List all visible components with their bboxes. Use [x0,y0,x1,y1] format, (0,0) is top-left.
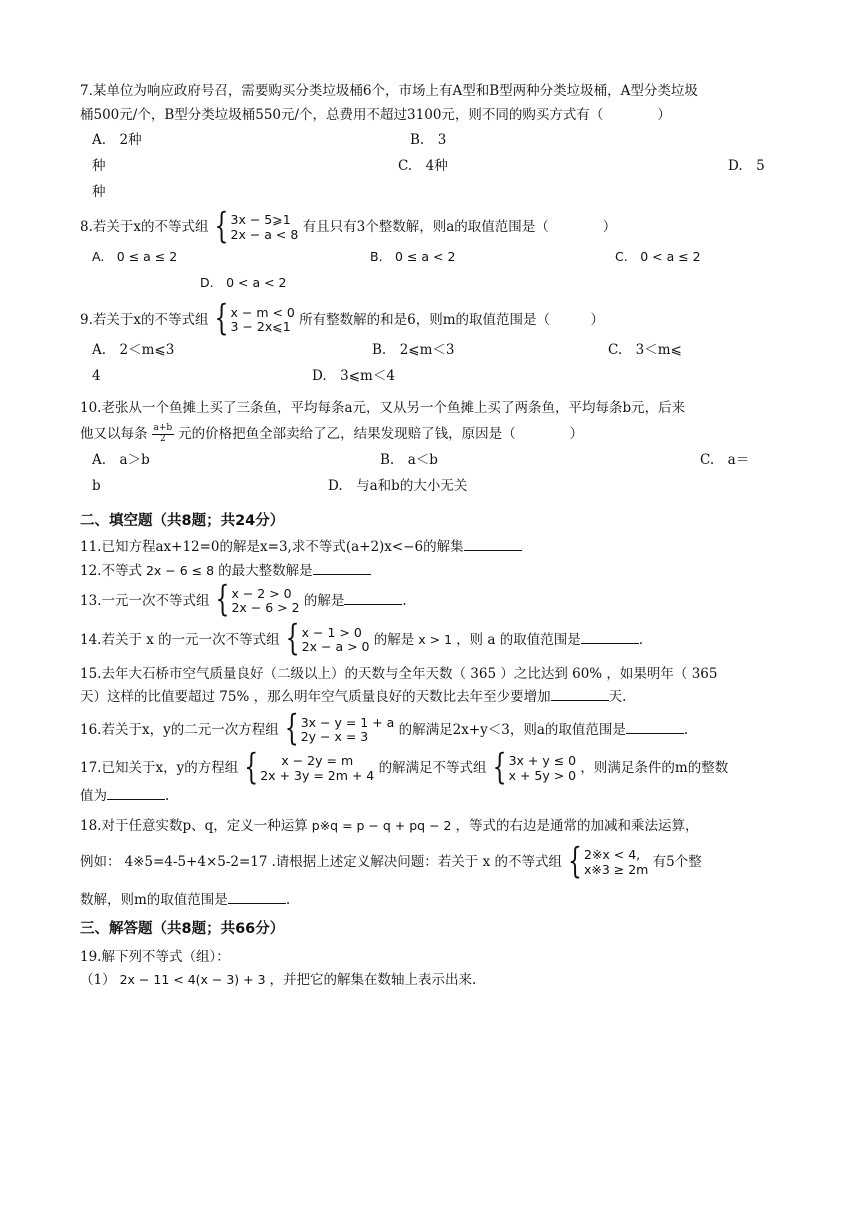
q17-line1 [80,748,780,789]
q17-line2 [80,787,780,807]
q9-option-c-cont: 4 [92,367,101,384]
q9-eq2: 3 − 2x⩽1 [230,319,291,335]
q13 [80,580,780,621]
q14-eq2: 2x − a > 0 [301,639,370,655]
q19-title: 19.解下列不等式（组）： [80,948,230,965]
q14 [80,619,780,660]
q17-brace-2: { [492,748,507,789]
q16-suffix: 的解满足2x+y＜3，则a的取值范围是 [398,721,626,738]
q18-line1 [80,817,780,837]
q7-option-d-cont: 种 [92,184,106,201]
q16-answer-blank[interactable] [626,721,684,734]
q18-eq1: 2※x < 4, [583,847,641,863]
q15-line2 [80,688,780,708]
q12-answer-blank[interactable] [313,562,371,575]
q9-options-row2 [80,367,780,393]
q7-options-row2 [80,157,780,183]
q16-prefix: 16.若关于x，y的二元一次方程组 [80,721,279,738]
q10-options-row1 [80,451,780,477]
q14-end: . [638,631,643,648]
q14-prefix: 14.若关于 x 的一元一次不等式组 [80,631,280,648]
q8-stem [80,206,780,247]
q11 [80,538,780,558]
q7-option-b-cont: 种 [92,158,106,175]
q17-eq1: x − 2y = m [281,753,354,769]
q8-brace: { [214,206,229,247]
q9-option-b[interactable]: B. 2⩽m＜3 [372,341,455,358]
q13-eq1: x − 2 > 0 [231,586,292,602]
q17-eq4: x + 5y > 0 [508,767,577,783]
q12-suffix: 的最大整数解是 [218,562,313,579]
q19-part1-suffix: ，并把它的解集在数轴上表示出来. [269,972,477,989]
q7-option-a[interactable]: A. 2种 [92,132,142,149]
q9-option-a[interactable]: A. 2＜m⩽3 [92,341,175,358]
q15-line2-prefix: 天）这样的比值要超过 75% ，那么明年空气质量良好的天数比去年至少要增加 [80,689,551,706]
q9-brace: { [214,299,229,340]
q16 [80,709,780,750]
q18-line2 [80,841,780,882]
q14-system [302,626,370,655]
q10-suffix: 元的价格把鱼全部卖给了乙，结果发现赔了钱，原因是（ ） [178,426,584,443]
q18-line1-prefix: 18.对于任意实数p、q，定义一种运算 [80,817,308,834]
q17-prefix: 17.已知关于x，y的方程组 [80,760,239,777]
q9-stem [80,299,780,340]
q10-options-row2 [80,477,780,503]
q9-option-c[interactable]: C. 3＜m⩽ [608,341,682,358]
q18-line3-prefix: 数解，则m的取值范围是 [80,892,228,909]
q10-line2 [80,424,780,445]
q10-option-b[interactable]: B. a＜b [380,451,438,468]
q13-brace: { [215,580,230,621]
q7-line2: 桶500元/个，B型分类垃圾桶550元/个，总费用不超过3100元，则不同的购买方式有（ ） [80,106,671,123]
q14-answer-blank[interactable] [581,631,639,644]
q7-options-row1 [80,131,780,157]
q15-line2-suffix: 天. [608,689,627,706]
q17-system-2 [509,754,577,783]
q18-line2-suffix: 有5个整 [652,854,702,871]
q17-line2-prefix: 值为 [80,788,107,805]
q10-prefix: 他又以每条 [80,426,148,443]
q8-options-row2 [80,274,780,300]
q14-suffix: ，则 a 的取值范围是 [456,631,581,648]
q8-eq1: 3x − 5⩾1 [230,212,291,228]
section-heading-fill-in: 二、填空题（共8题；共24分） [80,512,285,529]
q12 [80,562,780,582]
q18-brace: { [567,841,582,882]
q17-eq2: 2x + 3y = 2m + 4 [260,767,375,783]
q9-eq1: x − m < 0 [230,304,295,320]
q17-mid: 的解满足不等式组 [378,760,487,777]
q9-option-d[interactable]: D. 3⩽m＜4 [312,367,395,384]
q16-eq1: 3x − y = 1 + a [300,714,395,730]
q11-text: 11.已知方程ax+12=0的解是x=3,求不等式(a+2)x<−6的解集 [80,538,464,555]
q10-frac-numerator: a+b [153,423,173,434]
q18-answer-blank[interactable] [228,891,286,904]
q8-option-b[interactable]: B. 0 ≤ a < 2 [370,248,456,264]
q15-answer-blank[interactable] [551,688,609,701]
q17-system-1 [260,754,374,783]
section-heading-solve: 三、解答题（共8题；共66分） [80,920,285,937]
q8-option-a[interactable]: A. 0 ≤ a ≤ 2 [92,248,178,264]
q8-prefix: 8.若关于x的不等式组 [80,219,209,235]
q16-brace: { [284,709,299,750]
q8-system [231,213,299,242]
q9-system [231,306,295,335]
q8-option-c[interactable]: C. 0 < a ≤ 2 [615,248,701,264]
q16-end: . [683,721,689,738]
q8-suffix: 有且只有3个整数解，则a的取值范围是（ ） [302,219,617,235]
q7-option-c[interactable]: C. 4种 [398,158,448,175]
q18-system [584,848,648,877]
q15-line1: 15.去年大石桥市空气质量良好（二级以上）的天数与全年天数（ 365 ）之比达到 60% ，如果明年（ 365 [80,665,718,682]
q14-mid: 的解是 [373,631,415,648]
q9-prefix: 9.若关于x的不等式组 [80,311,209,328]
q10-option-c-cont: b [92,477,101,494]
q13-suffix: 的解是 [303,592,345,609]
q12-prefix: 12.不等式 [80,562,142,579]
q10-line1: 10.老张从一个鱼摊上买了三条鱼，平均每条a元，又从另一个鱼摊上买了两条鱼，平均每条b元，后来 [80,399,686,416]
q17-answer-blank[interactable] [107,787,165,800]
q17-suffix: ，则满足条件的m的整数 [580,760,729,777]
q18-line1-suffix: ，等式的右边是通常的加减和乘法运算， [455,817,699,834]
q17-end: . [165,788,170,805]
q9-suffix: 所有整数解的和是6，则m的取值范围是（ ） [299,311,605,328]
q12-expr: 2x − 6 ≤ 8 [145,562,215,578]
q13-answer-blank[interactable] [344,592,402,605]
q14-expr: x > 1 [418,631,453,647]
q18-line2-mid: .请根据上述定义解决问题：若关于 x 的不等式组 [271,854,562,871]
q7-option-b[interactable]: B. 3 [410,132,447,149]
worksheet-page [80,82,780,991]
q18-end: . [285,892,291,909]
q7-option-d[interactable]: D. 5 [728,158,765,175]
q17-eq3: 3x + y ≤ 0 [508,753,577,769]
q7-options-row3 [80,183,780,207]
q14-eq1: x − 1 > 0 [301,624,362,640]
q16-system [301,716,395,745]
q9-options-row1 [80,341,780,367]
q13-end: . [402,592,407,609]
q18-line1-expr: p※q = p − q + pq − 2 [311,817,452,833]
q19-part1-prefix: （1） [80,972,116,989]
q18-eq2: x※3 ≥ 2m [583,861,649,877]
q10-frac-denominator: 2 [159,434,166,445]
q8-options-row1 [80,248,780,274]
q17-brace-1: { [244,748,259,789]
q18-line2-prefix: 例如： [80,854,121,871]
q10-option-c[interactable]: C. a＝ [700,451,750,468]
q10-option-a[interactable]: A. a＞b [92,451,150,468]
q14-brace: { [285,619,300,660]
q10-option-d[interactable]: D. 与a和b的大小无关 [328,477,468,494]
q8-eq2: 2x − a < 8 [230,226,299,242]
q16-eq2: 2y − x = 3 [300,729,369,745]
q13-eq2: 2x − 6 > 2 [231,600,300,616]
q18-line2-example: 4※5=4-5+4×5-2=17 [124,854,268,871]
q13-prefix: 13.一元一次不等式组 [80,592,210,609]
q19-part1 [80,971,780,991]
q8-option-d[interactable]: D. 0 < a < 2 [200,274,287,290]
q19-part1-expr: 2x − 11 < 4(x − 3) + 3 [119,972,266,988]
q11-answer-blank[interactable] [464,538,522,551]
q7-line1: 7.某单位为响应政府号召，需要购买分类垃圾桶6个，市场上有A型和B型两种分类垃圾桶，A型分类垃圾 [80,83,698,99]
q10-fraction [152,424,175,445]
q18-line3 [80,891,780,911]
q13-system [231,587,299,616]
